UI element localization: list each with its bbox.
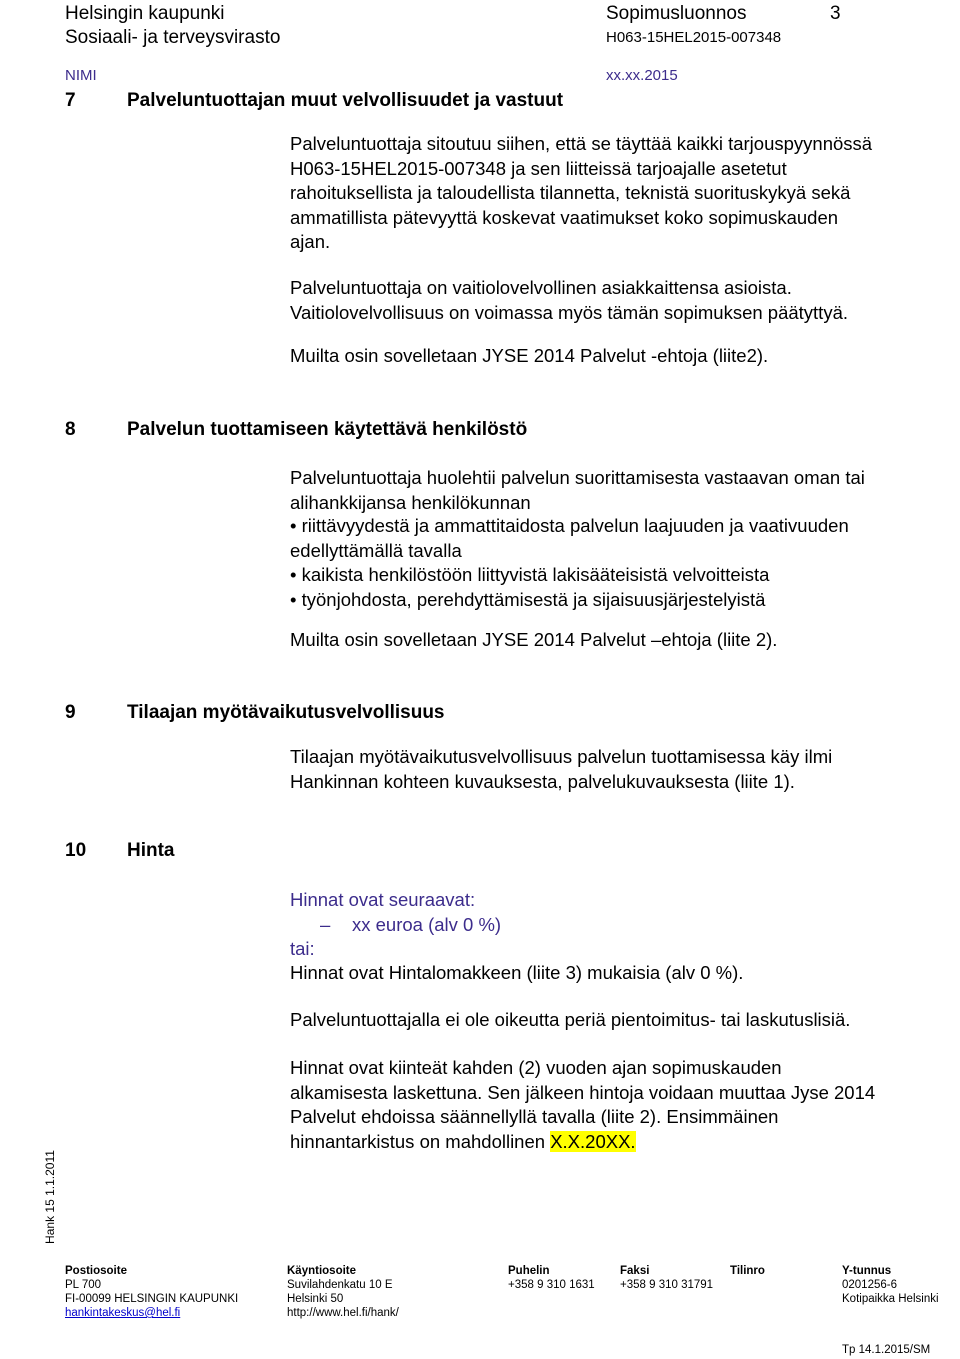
section-7-paragraph-2: Palveluntuottaja on vaitiolovelvollinen asiakkaittensa asioista. Vaitiolovelvollisuus on voimassa myös tämän sopimuksen päätyttyä. (290, 277, 848, 323)
fixed-price-text: Hinnat ovat kiinteät kahden (2) vuoden ajan sopimuskauden alkamisesta laskettuna. Sen jälkeen hintoja voidaan muuttaa Jyse 2014 Palvelut ehdoissa säännellyllä tavalla (liite 2). Ensimmäinen hinnantarkistus on mahdollinen X.X.20XX. (290, 1057, 876, 1152)
section-8-bullet-list: • riittävyydestä ja ammattitaidosta palvelun laajuuden ja vaativuuden edellyttämällä tavalla • kaikista henkilöstöön liittyvistä lakisääteisistä velvoitteista • työnjohdosta, perehdyttämisestä ja sijaisuusjärjestelyistä (290, 514, 849, 612)
list-item: • kaikista henkilöstöön liittyvistä lakisääteisistä velvoitteista (290, 564, 770, 585)
footer-stamp: Tp 14.1.2015/SM (842, 1344, 931, 1356)
footer-account: Tilinro (730, 1265, 765, 1277)
section-8-title: Palvelun tuottamiseen käytettävä henkilöstö (127, 419, 528, 440)
no-surcharge-text: Palveluntuottajalla ei ole oikeutta periä pientoimitus- tai laskutuslisiä. (290, 1009, 851, 1030)
section-8-intro: Palveluntuottaja huolehtii palvelun suorittamisesta vastaavan oman tai alihankkijansa henkilökunnan (290, 467, 865, 513)
price-dash: – (320, 914, 331, 935)
prices-intro: Hinnat ovat seuraavat: (290, 889, 476, 910)
section-10-title: Hinta (127, 840, 175, 861)
section-8-number: 8 (65, 419, 76, 440)
price-item: xx euroa (alv 0 %) (352, 914, 502, 935)
list-item: • työnjohdosta, perehdyttämisestä ja sijaisuusjärjestelyistä (290, 588, 766, 610)
org-name: Helsingin kaupunki (65, 3, 225, 24)
section-7-paragraph-3: Muilta osin sovelletaan JYSE 2014 Palvelut -ehtoja (liite2). (290, 345, 769, 366)
footer-visit: Käyntiosoite Suvilahdenkatu 10 E Helsinki 50 http://www.hel.fi/hank/ (287, 1265, 399, 1319)
side-form-code: Hank 15 1.1.2011 (43, 1150, 57, 1244)
email-link[interactable]: hankintakeskus@hel.fi (65, 1307, 181, 1319)
name-label: NIMI (65, 67, 97, 84)
bullet-icon: • (290, 515, 297, 536)
footer-postal: Postiosoite PL 700 FI-00099 HELSINGIN KAUPUNKI hankintakeskus@hel.fi (65, 1265, 239, 1319)
list-item: • riittävyydestä ja ammattitaidosta palvelun laajuuden ja vaativuuden (290, 515, 849, 536)
document-type: Sopimusluonnos (606, 3, 747, 24)
highlighted-date: X.X.20XX. (550, 1130, 636, 1152)
footer-phone: Puhelin +358 9 310 1631 (508, 1265, 595, 1291)
section-7-paragraph-1: Palveluntuottaja sitoutuu siihen, että se täyttää kaikki tarjouspyynnössä H063-15HEL2015-007348 ja sen liitteissä tarjoajalle asetetut rahoituksellista ja taloudellista tilannetta, teknistä suorituskykyä sekä ammatillista pätevyyttä koskevat vaatimukset koko sopimuskauden ajan. (290, 133, 873, 252)
bullet-icon: • (290, 564, 297, 585)
section-9-text: Tilaajan myötävaikutusvelvollisuus palvelun tuottamisessa käy ilmi Hankinnan kohteen kuvauksesta, palvelukuvauksesta (liite 1). (290, 746, 833, 792)
page-number: 3 (830, 3, 841, 24)
section-9-number: 9 (65, 702, 76, 723)
section-7-number: 7 (65, 90, 76, 111)
document-number: H063-15HEL2015-007348 (606, 29, 782, 46)
section-9-title: Tilaajan myötävaikutusvelvollisuus (127, 702, 445, 723)
footer-fax: Faksi +358 9 310 31791 (620, 1265, 714, 1291)
alternative-price: Hinnat ovat Hintalomakkeen (liite 3) mukaisia (alv 0 %). (290, 962, 744, 983)
document-date: xx.xx.2015 (606, 67, 678, 84)
footer-ytunnus: Y-tunnus 0201256-6 Kotipaikka Helsinki (842, 1265, 939, 1305)
section-7-title: Palveluntuottajan muut velvollisuudet ja vastuut (127, 90, 564, 111)
website-link[interactable]: http://www.hel.fi/hank/ (287, 1307, 399, 1319)
section-8-closing: Muilta osin sovelletaan JYSE 2014 Palvelut –ehtoja (liite 2). (290, 629, 778, 650)
section-10-number: 10 (65, 840, 87, 861)
bullet-icon: • (290, 588, 297, 610)
price-or: tai: (290, 938, 315, 959)
org-department: Sosiaali- ja terveysvirasto (65, 27, 281, 48)
